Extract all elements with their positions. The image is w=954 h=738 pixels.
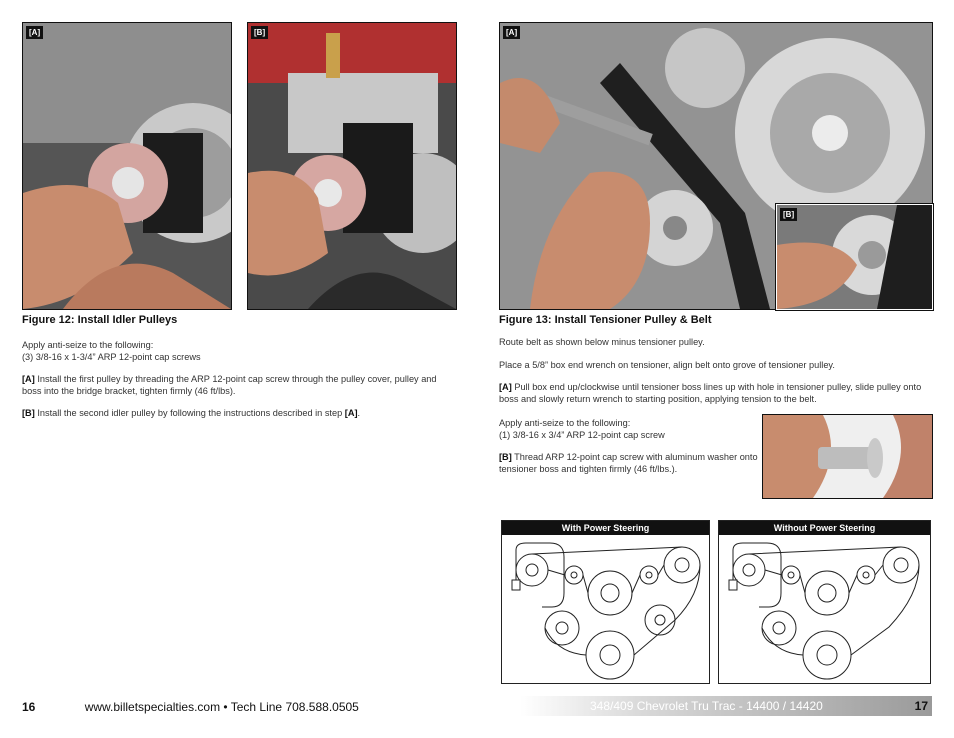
footer-left (22, 700, 359, 714)
photo-tag: [A] (26, 26, 43, 39)
figure-12-title: Figure 12: Install Idler Pulleys (22, 314, 178, 326)
belt-routing-drawing (502, 535, 709, 682)
photo-cap-screw-washer (762, 414, 933, 499)
step-label: [A] (22, 374, 35, 385)
figure-13-title: Figure 13: Install Tensioner Pulley & Belt (499, 314, 712, 326)
page-number: 16 (22, 700, 36, 714)
belt-diagram-without-power-steering (718, 520, 931, 684)
step-text: Install the first pulley by threading the ARP 12-point cap screw through the pulley cover, pulley and boss into the bridge bracket, tighten firmly (46 ft/lbs). (22, 374, 437, 396)
photo-idler-pulley-a (22, 22, 232, 310)
step-label: [B] (499, 452, 512, 463)
step-label: [A] (499, 382, 512, 393)
diagram-title: With Power Steering (502, 521, 709, 535)
belt-routing-drawing (719, 535, 930, 682)
photo-tag: [A] (503, 26, 520, 39)
photo-idler-pulley-b (247, 22, 457, 310)
step-reference: [A] (344, 408, 358, 419)
step-text: Pull box end up/clockwise until tensioner boss lines up with hole in tensioner pulley, slide pulley onto boss and slowly return wrench to starting position, applying tension to the belt. (499, 382, 922, 404)
photo-tensioner-b-inset (776, 204, 933, 310)
figure-12-instructions (22, 340, 452, 431)
photo-tag: [B] (780, 208, 797, 221)
step-text: Thread ARP 12-point cap screw with aluminum washer onto tensioner boss and tighten firmly (46 ft/lbs.). (499, 452, 758, 474)
step-text-end: . (357, 408, 361, 419)
figure-13-instructions (499, 337, 929, 416)
intro-line: (3) 3/8-16 x 1-3/4” ARP 12-point cap screws (22, 351, 201, 362)
step-text: Install the second idler pulley by following the instructions described in step (34, 408, 345, 419)
intro-line: (1) 3/8-16 x 3/4” ARP 12-point cap screw (499, 429, 665, 440)
figure-13-anti-seize (499, 418, 761, 486)
footer-contact: www.billetspecialties.com • Tech Line 708.588.0505 (84, 700, 359, 714)
diagram-title: Without Power Steering (719, 521, 930, 535)
belt-diagram-with-power-steering (501, 520, 710, 684)
instruction-line: Route belt as shown below minus tensioner pulley. (499, 337, 705, 347)
intro-line: Apply anti-seize to the following: (22, 340, 154, 350)
footer-right (520, 696, 932, 716)
intro-line: Apply anti-seize to the following: (499, 418, 631, 428)
footer-product-title: 348/409 Chevrolet Tru Trac - 14400 / 14420 (590, 699, 823, 713)
page-number: 17 (914, 699, 928, 713)
instruction-line: Place a 5/8” box end wrench on tensioner, align belt onto grove of tensioner pulley. (499, 359, 835, 370)
photo-tag: [B] (251, 26, 268, 39)
step-label: [B] (22, 408, 35, 419)
